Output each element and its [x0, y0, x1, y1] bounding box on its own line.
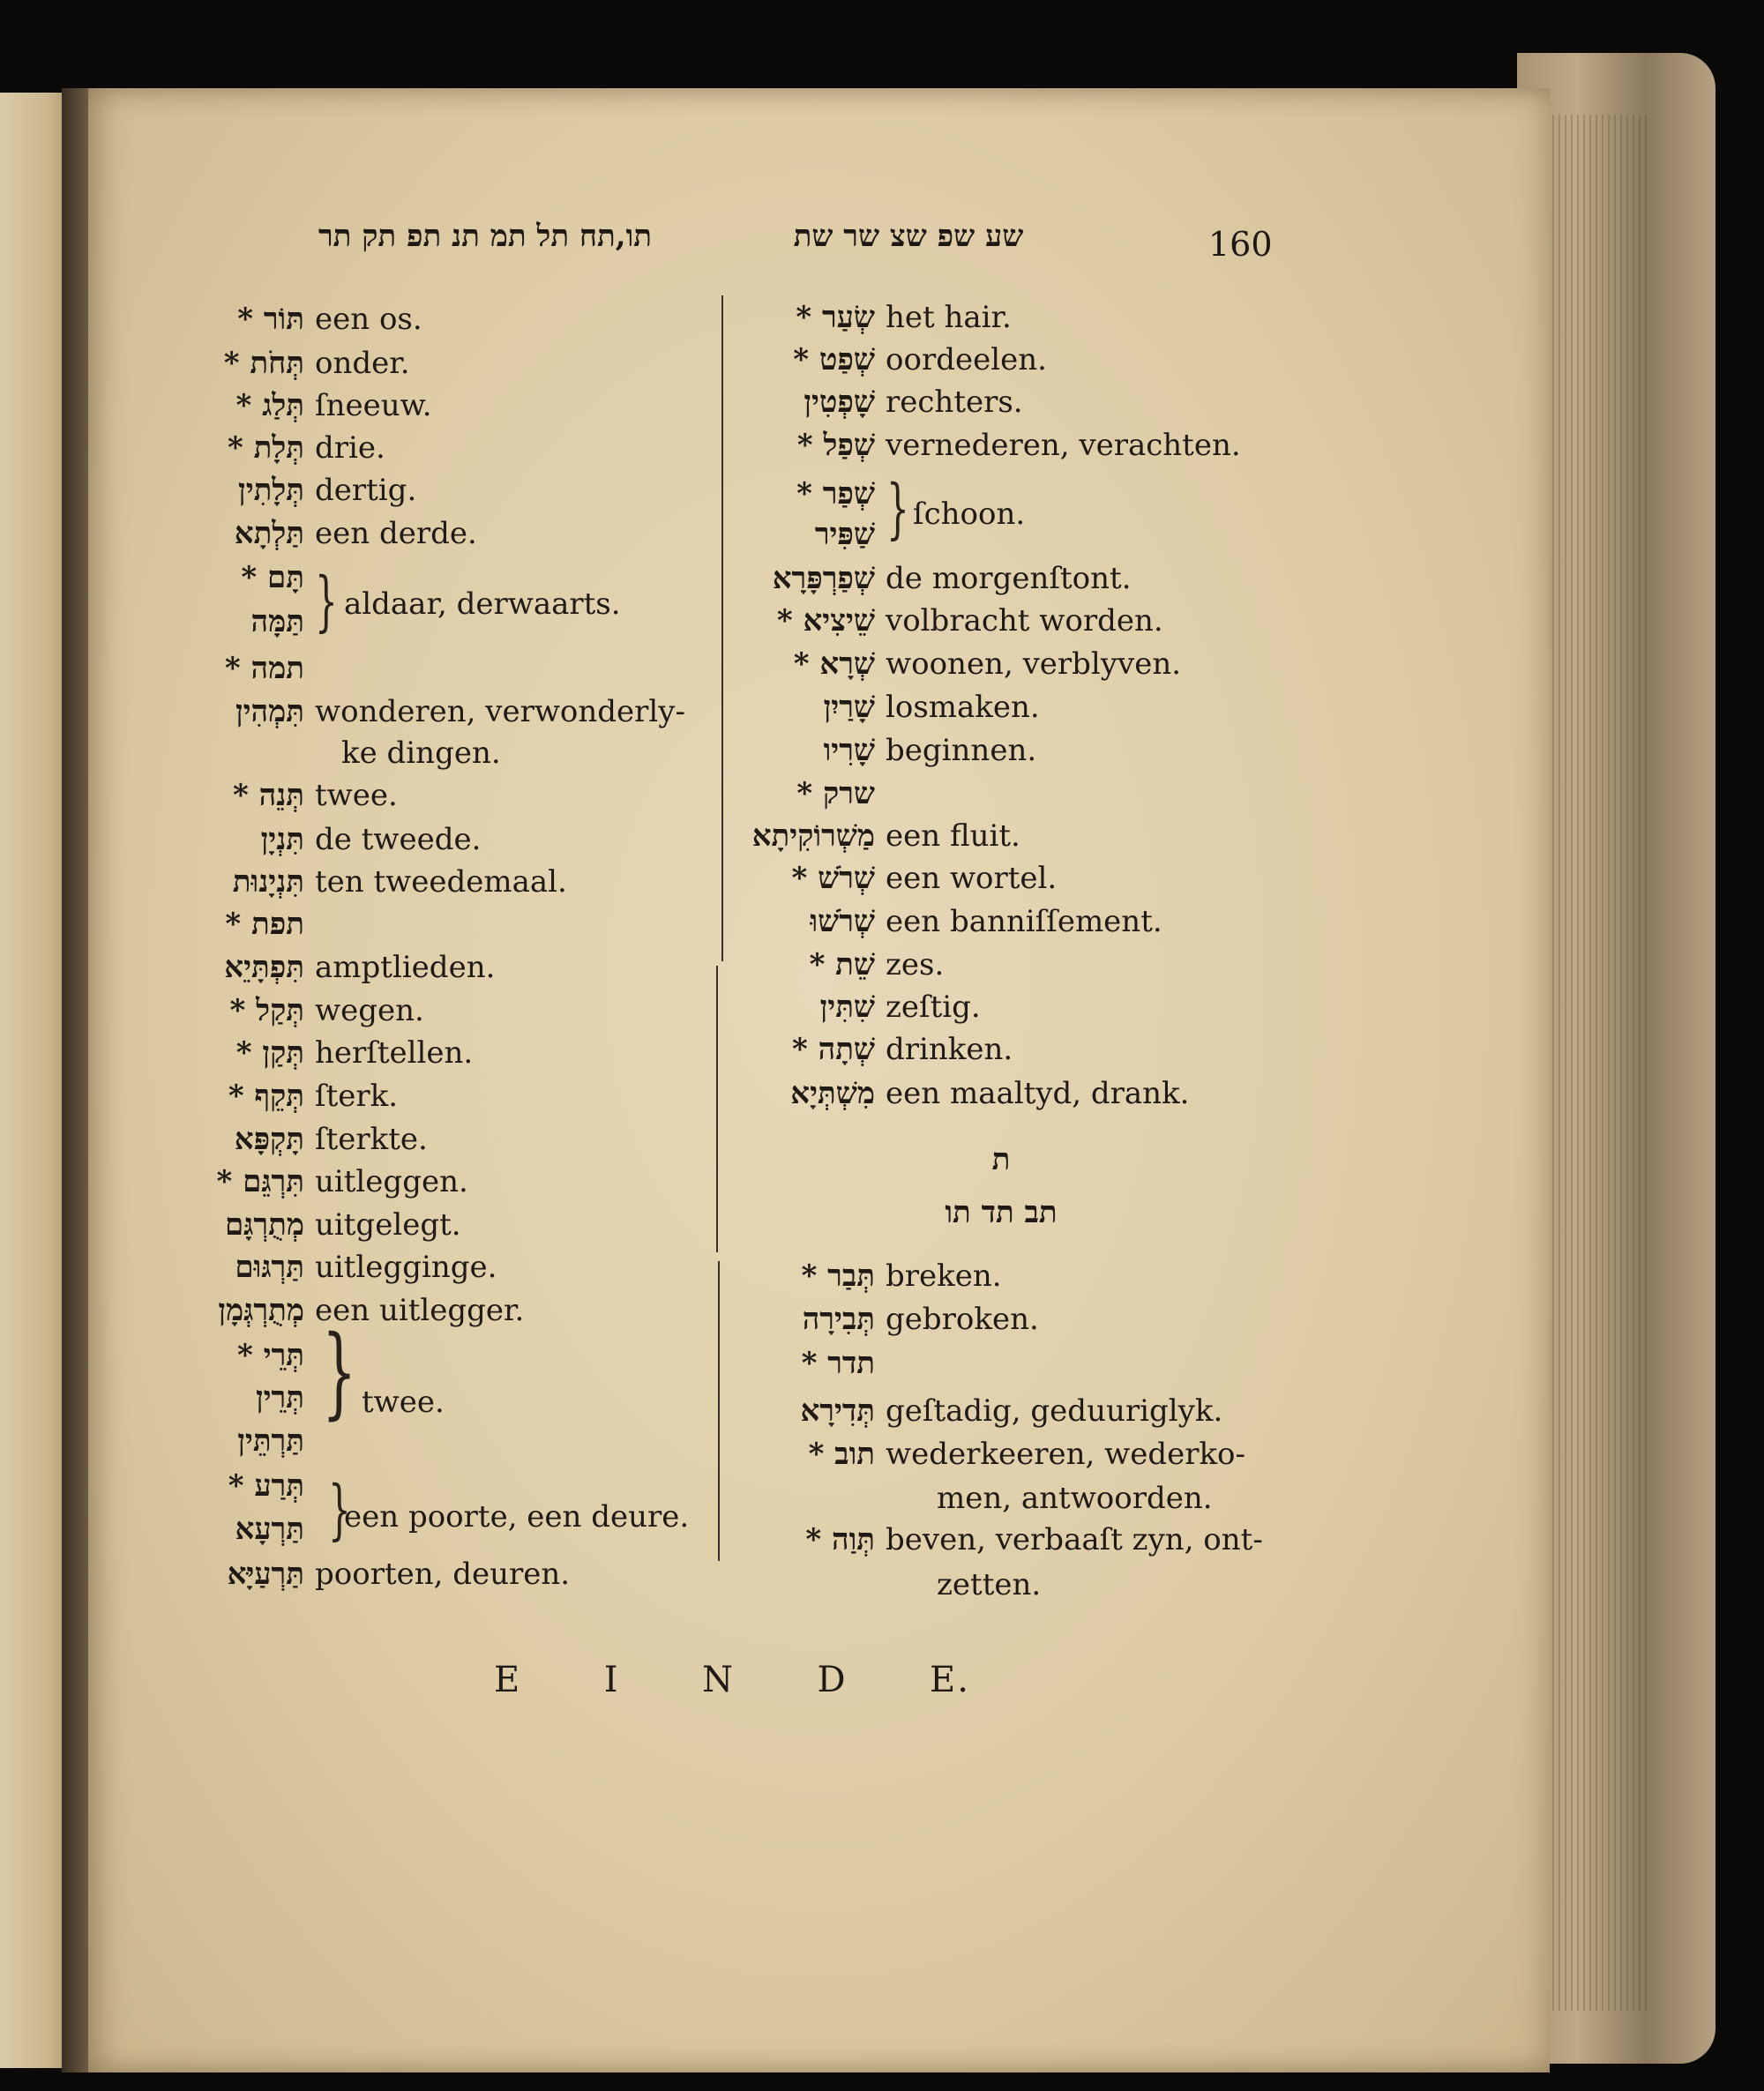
dictionary-entry	[93, 386, 432, 425]
hebrew-headword: תוב *	[808, 1437, 875, 1472]
dictionary-entry	[670, 1435, 1246, 1474]
dictionary-entry	[93, 1034, 474, 1072]
dictionary-entry	[670, 1030, 1013, 1069]
hebrew-headword: תְּרַע *	[228, 1468, 304, 1504]
dutch-definition: een fluit.	[886, 818, 1020, 854]
dictionary-entry	[93, 1206, 461, 1244]
dutch-definition: geſtadig, geduuriglyk.	[886, 1393, 1223, 1429]
dutch-definition: uitleggen.	[315, 1164, 468, 1199]
dictionary-entry	[670, 774, 875, 813]
dictionary-entry	[93, 300, 422, 339]
page-number: 160	[1208, 225, 1273, 264]
dutch-definition: een banniſſement.	[886, 904, 1162, 939]
right-continuation: zetten.	[937, 1567, 1042, 1602]
hebrew-headword: שְׁרֹשׁוּ	[810, 904, 875, 939]
dictionary-entry	[670, 1520, 1263, 1559]
dictionary-entry	[670, 1392, 1223, 1430]
hebrew-headword: תְּדִירָא	[800, 1393, 875, 1429]
dictionary-entry	[670, 859, 1058, 898]
dutch-definition: wonderen, verwonderly-	[315, 694, 686, 729]
dictionary-entry	[670, 988, 981, 1027]
hebrew-headword: שָׁרַיִן	[823, 690, 875, 725]
dutch-definition: zes.	[886, 947, 945, 982]
book-gutter	[62, 88, 88, 2072]
brace-definition: een poorte, een deure.	[344, 1499, 690, 1535]
hebrew-headword: תִּמְהִין	[235, 694, 304, 729]
dutch-definition: drinken.	[886, 1032, 1013, 1067]
dictionary-entry	[93, 514, 477, 553]
hebrew-headword: תְּנֵה *	[233, 778, 304, 813]
dutch-definition: vernederen, verachten.	[886, 428, 1241, 463]
brace-definition: ſchoon.	[913, 497, 1026, 532]
hebrew-headword: שִׁתִּין	[819, 989, 875, 1025]
dictionary-entry	[670, 383, 1023, 422]
dutch-definition: beginnen.	[886, 733, 1037, 768]
hebrew-headword: שְׁרֹשׁ *	[791, 861, 875, 896]
dictionary-entry	[670, 731, 1037, 770]
hebrew-headword: תַּלְתָא	[234, 516, 304, 551]
hebrew-headword: שָׁפְטִין	[804, 385, 875, 420]
dutch-definition: gebroken.	[886, 1302, 1039, 1337]
dutch-definition: een maaltyd, drank.	[886, 1076, 1190, 1111]
dictionary-entry	[93, 1378, 304, 1417]
brace-icon: }	[315, 564, 338, 639]
hebrew-headword: תַּרְעָא	[235, 1512, 304, 1547]
hebrew-headword: שֵׁיצִיא *	[776, 603, 875, 639]
hebrew-headword: שְׁפַט *	[793, 342, 875, 377]
hebrew-headword: תְּלָת *	[228, 430, 304, 466]
dictionary-entry	[670, 945, 945, 984]
hebrew-headword: תָּם *	[241, 560, 304, 595]
section-subheader: תב תד תו	[945, 1195, 1058, 1230]
hebrew-headword: תְּקֵף *	[228, 1079, 304, 1114]
dictionary-entry	[670, 645, 1182, 683]
dictionary-entry	[670, 474, 875, 513]
dutch-definition: twee.	[315, 778, 398, 813]
dictionary-entry	[670, 426, 1241, 465]
dictionary-entry	[93, 1555, 571, 1594]
dictionary-entry	[93, 1422, 304, 1460]
dutch-definition: een derde.	[315, 516, 477, 551]
section-letter: ת	[991, 1142, 1011, 1177]
dictionary-entry	[670, 340, 1047, 379]
dictionary-entry	[93, 863, 567, 901]
brace-icon: }	[328, 1472, 351, 1548]
einde-footer	[494, 1660, 970, 1700]
dictionary-entry	[93, 1336, 304, 1375]
dictionary-entry	[670, 298, 1012, 337]
hebrew-headword: תְּקַל *	[229, 993, 304, 1028]
dictionary-entry	[93, 692, 686, 731]
dictionary-entry	[93, 649, 304, 688]
dutch-definition: ſterkte.	[315, 1122, 428, 1157]
dictionary-entry	[670, 688, 1040, 727]
einde-letter: E	[494, 1660, 522, 1700]
hebrew-headword: שְׁרָא *	[793, 646, 875, 682]
hebrew-headword: תְּוַה *	[805, 1522, 875, 1557]
dutch-definition: zeſtig.	[886, 989, 981, 1025]
dutch-definition: breken.	[886, 1258, 1002, 1294]
hebrew-headword: תִּנְיָנוּת	[232, 864, 304, 900]
dictionary-entry	[670, 1300, 1039, 1339]
dutch-definition: uitgelegt.	[315, 1207, 461, 1243]
dictionary-entry	[670, 817, 1020, 855]
dutch-definition: de tweede.	[315, 822, 482, 857]
hebrew-headword: תּוֹר *	[237, 302, 304, 337]
dictionary-entry	[670, 601, 1163, 640]
hebrew-headword: שְׁפַל *	[796, 428, 875, 463]
dutch-definition: een wortel.	[886, 861, 1058, 896]
left-continuation: ke dingen.	[341, 736, 501, 771]
dictionary-entry	[93, 1162, 468, 1201]
hebrew-headword: שרק *	[796, 776, 875, 811]
einde-letter: N	[701, 1660, 735, 1700]
hebrew-headword: שֵׁת *	[809, 947, 875, 982]
dictionary-entry	[93, 429, 385, 467]
running-header-right: שע שפ שצ שר שת	[793, 219, 1024, 254]
hebrew-headword: שַׁפִּיר	[814, 517, 875, 552]
page-edges-texture	[1552, 115, 1649, 2011]
dutch-definition: volbracht worden.	[886, 603, 1163, 639]
dictionary-entry	[93, 344, 410, 383]
hebrew-headword: תְּבַר *	[801, 1258, 875, 1294]
dictionary-entry	[93, 820, 482, 859]
dictionary-entry	[93, 905, 304, 944]
brace-definition: twee.	[362, 1385, 445, 1420]
dutch-definition: de morgenſtont.	[886, 561, 1132, 596]
dutch-definition: wederkeeren, wederko-	[886, 1437, 1246, 1472]
dutch-definition: losmaken.	[886, 690, 1040, 725]
hebrew-headword: מַשְׁרוֹקִיתָא	[751, 818, 875, 854]
dictionary-entry	[93, 1467, 304, 1505]
hebrew-headword: תְּקַן *	[235, 1035, 304, 1071]
hebrew-headword: שָׁרִיו	[823, 733, 875, 768]
dictionary-entry	[670, 559, 1132, 598]
brace-icon: }	[322, 1315, 357, 1430]
dictionary-entry	[670, 1257, 1002, 1296]
hebrew-headword: שְׁתָה *	[792, 1032, 875, 1067]
dutch-definition: oordeelen.	[886, 342, 1047, 377]
dictionary-entry	[93, 1077, 399, 1116]
dictionary-entry	[93, 602, 304, 641]
hebrew-headword: מְתֻרְגְּמָן	[218, 1293, 304, 1328]
dictionary-entry	[670, 515, 875, 554]
dictionary-entry	[670, 1344, 875, 1383]
dictionary-entry	[93, 1248, 497, 1287]
dutch-definition: een uitlegger.	[315, 1293, 525, 1328]
hebrew-headword: תַּרְגּוּם	[235, 1250, 304, 1285]
hebrew-headword: תִּרְגֵּם *	[216, 1164, 304, 1199]
dutch-definition: het hair.	[886, 300, 1012, 335]
brace-definition: aldaar, derwaarts.	[344, 586, 621, 622]
hebrew-headword: תַּמָּה	[250, 604, 304, 639]
dutch-definition: uitlegginge.	[315, 1250, 497, 1285]
dutch-definition: rechters.	[886, 385, 1023, 420]
hebrew-headword: תְּחֹת *	[223, 346, 304, 381]
dutch-definition: wegen.	[315, 993, 424, 1028]
hebrew-headword: תַּרְתֵּין	[237, 1423, 304, 1459]
hebrew-headword: תפת *	[225, 907, 304, 942]
einde-letter: I	[603, 1660, 620, 1700]
dictionary-entry	[93, 558, 304, 597]
einde-letter: E.	[930, 1660, 970, 1700]
running-header-left: תו,תח תל תמ תנ תפ תק תר	[318, 219, 653, 254]
hebrew-headword: תְּלָתִין	[238, 473, 304, 508]
dutch-definition: woonen, verblyven.	[886, 646, 1182, 682]
dictionary-entry	[93, 776, 398, 815]
dutch-definition: onder.	[315, 346, 410, 381]
hebrew-headword: תְּלַג *	[235, 388, 304, 423]
hebrew-headword: תדר *	[801, 1346, 875, 1381]
hebrew-headword: תמה *	[224, 651, 304, 686]
hebrew-headword: תַּרְעַיָּא	[227, 1557, 304, 1592]
dutch-definition: amptlieden.	[315, 950, 496, 985]
hebrew-headword: שְׁפַרְפָּרָא	[772, 561, 875, 596]
dictionary-entry	[670, 902, 1162, 941]
hebrew-headword: שְׂעַר *	[796, 300, 875, 335]
hebrew-headword: תָּקְפָּא	[234, 1122, 304, 1157]
dictionary-entry	[670, 1074, 1190, 1113]
hebrew-headword: תִּפְתָּיֵא	[224, 950, 304, 985]
dictionary-entry	[93, 1291, 525, 1330]
dutch-definition: dertig.	[315, 473, 417, 508]
dictionary-entry	[93, 471, 417, 510]
hebrew-headword: תְּרֵין	[255, 1380, 304, 1415]
brace-icon: }	[886, 471, 909, 547]
hebrew-headword: תְּרֵי *	[237, 1338, 304, 1373]
dutch-definition: poorten, deuren.	[315, 1557, 571, 1592]
right-continuation: men, antwoorden.	[937, 1481, 1213, 1516]
dutch-definition: drie.	[315, 430, 385, 466]
hebrew-headword: שְׁפַר *	[796, 476, 875, 512]
dutch-definition: ten tweedemaal.	[315, 864, 567, 900]
dictionary-entry	[93, 1510, 304, 1549]
dictionary-entry	[93, 991, 424, 1030]
dictionary-entry	[93, 1120, 428, 1159]
dutch-definition: ſneeuw.	[315, 388, 432, 423]
hebrew-headword: מְתֻרְגָּם	[224, 1207, 304, 1243]
dictionary-entry	[93, 948, 496, 987]
hebrew-headword: תִּנְיָן	[260, 822, 304, 857]
einde-letter: D	[817, 1660, 848, 1700]
dutch-definition: beven, verbaaſt zyn, ont-	[886, 1522, 1263, 1557]
dutch-definition: herſtellen.	[315, 1035, 474, 1071]
dutch-definition: een os.	[315, 302, 422, 337]
dutch-definition: ſterk.	[315, 1079, 399, 1114]
hebrew-headword: תְּבִירָה	[802, 1302, 875, 1337]
hebrew-headword: מִשְׁתְּיָא	[790, 1076, 875, 1111]
